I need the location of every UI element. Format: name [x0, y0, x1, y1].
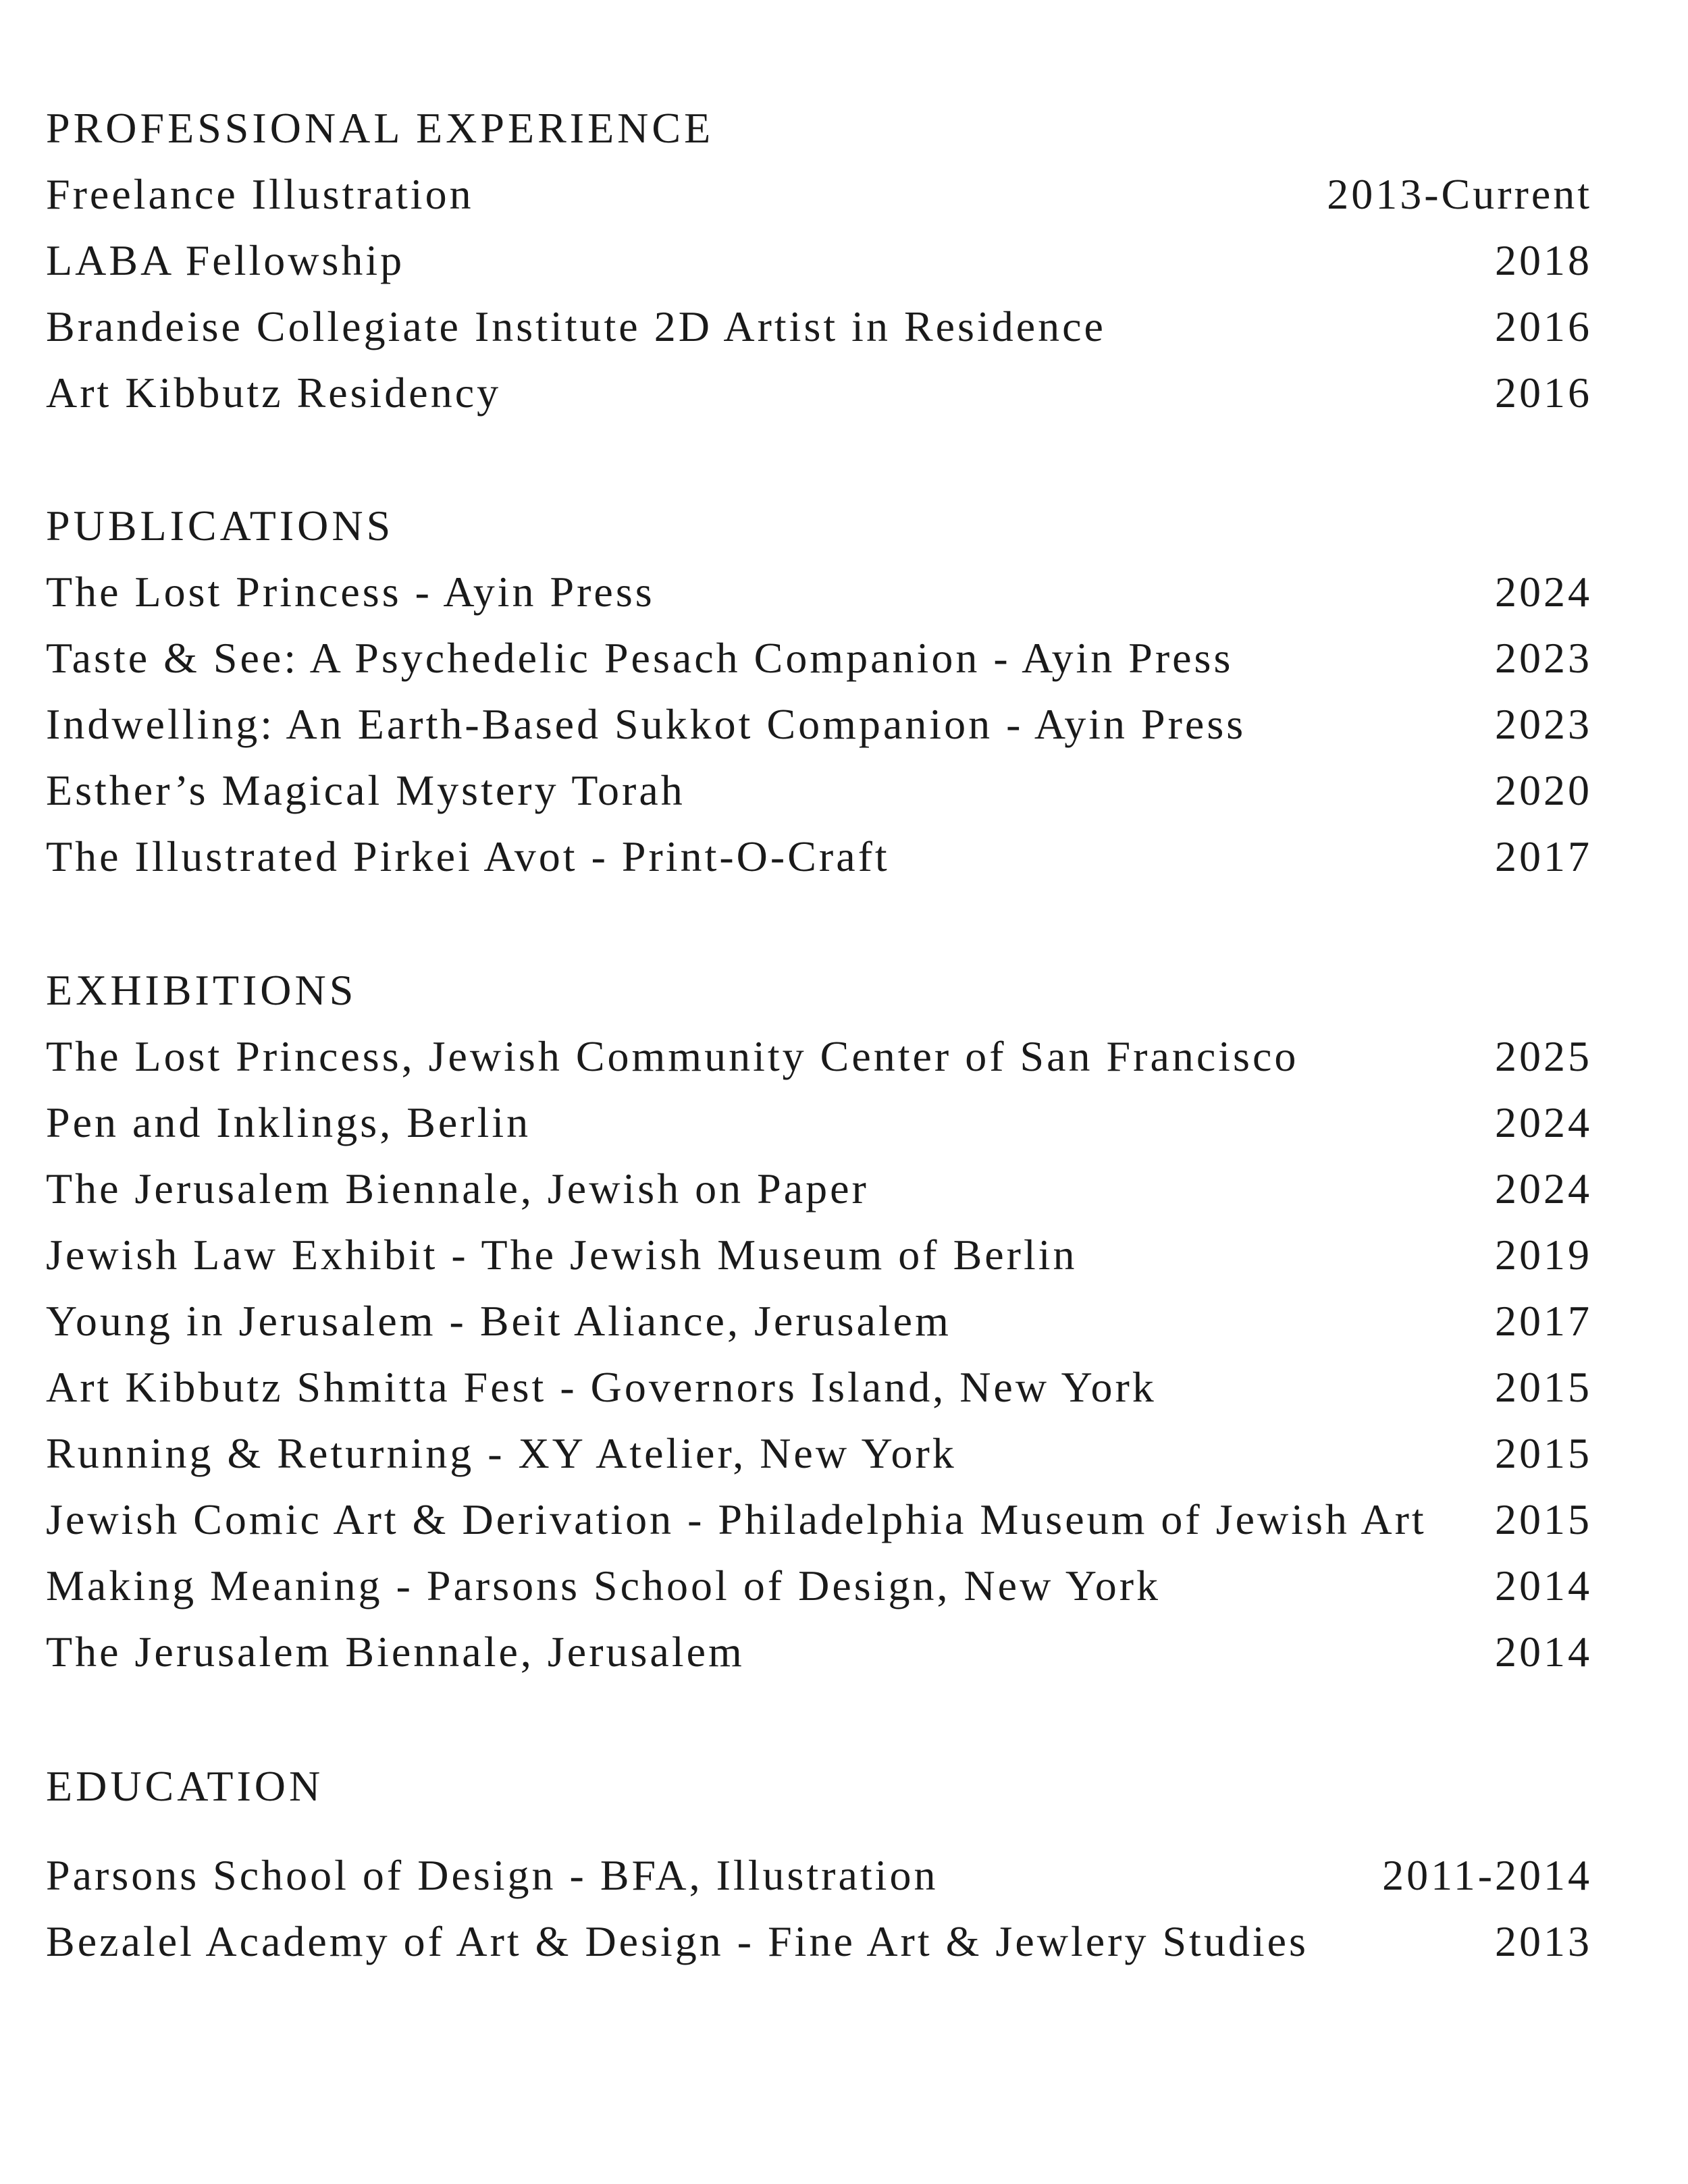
section-publications: [46, 493, 1592, 890]
section-education: [46, 1753, 1592, 1975]
section-heading: PROFESSIONAL EXPERIENCE: [46, 104, 714, 152]
item-title: Parsons School of Design - BFA, Illustration: [46, 1851, 939, 1899]
item-title: The Lost Princess - Ayin Press: [46, 568, 655, 616]
item-title: The Jerusalem Biennale, Jerusalem: [46, 1628, 745, 1676]
list-item: [46, 1553, 1592, 1619]
list-item: [46, 691, 1592, 757]
section-heading: EXHIBITIONS: [46, 966, 357, 1014]
item-title: The Illustrated Pirkei Avot - Print-O-Craft: [46, 832, 890, 880]
item-title: Making Meaning - Parsons School of Design, New York: [46, 1562, 1161, 1609]
item-title: The Jerusalem Biennale, Jewish on Paper: [46, 1165, 869, 1213]
item-title: The Lost Princess, Jewish Community Center of San Francisco: [46, 1032, 1299, 1080]
item-year: 2013: [1495, 1917, 1592, 1965]
list-item: [46, 1222, 1592, 1288]
item-year: 2024: [1495, 568, 1592, 616]
item-title: Pen and Inklings, Berlin: [46, 1098, 531, 1146]
item-title: Art Kibbutz Shmitta Fest - Governors Island, New York: [46, 1363, 1157, 1411]
item-year: 2023: [1495, 700, 1592, 748]
item-title: Esther’s Magical Mystery Torah: [46, 766, 685, 814]
item-title: Jewish Comic Art & Derivation - Philadelphia Museum of Jewish Art: [46, 1495, 1427, 1543]
item-year: 2015: [1495, 1363, 1592, 1411]
list-item: [46, 161, 1592, 228]
item-title: Taste & See: A Psychedelic Pesach Companion - Ayin Press: [46, 634, 1234, 682]
item-title: Art Kibbutz Residency: [46, 369, 502, 417]
item-title: Indwelling: An Earth-Based Sukkot Companion - Ayin Press: [46, 700, 1246, 748]
item-year: 2024: [1495, 1098, 1592, 1146]
item-year: 2017: [1495, 1297, 1592, 1345]
list-item: [46, 757, 1592, 824]
section-heading: PUBLICATIONS: [46, 502, 394, 550]
list-item: [46, 1619, 1592, 1685]
item-year: 2024: [1495, 1165, 1592, 1213]
list-item: [46, 625, 1592, 691]
item-year: 2016: [1495, 369, 1592, 417]
item-title: Jewish Law Exhibit - The Jewish Museum of Berlin: [46, 1231, 1078, 1279]
list-item: [46, 1420, 1592, 1487]
item-year: 2015: [1495, 1429, 1592, 1477]
list-item: [46, 360, 1592, 426]
item-title: Brandeise Collegiate Institute 2D Artist in Residence: [46, 302, 1106, 350]
item-title: Freelance Illustration: [46, 170, 474, 218]
item-title: Running & Returning - XY Atelier, New York: [46, 1429, 957, 1477]
list-item: [46, 1909, 1592, 1975]
item-year: 2017: [1495, 832, 1592, 880]
list-item: [46, 228, 1592, 294]
list-item: [46, 1090, 1592, 1156]
item-year: 2023: [1495, 634, 1592, 682]
section-professional-experience: [46, 95, 1592, 426]
item-year: 2018: [1495, 236, 1592, 284]
item-year: 2014: [1495, 1628, 1592, 1676]
item-year: 2016: [1495, 302, 1592, 350]
item-year: 2015: [1495, 1495, 1592, 1543]
item-title: LABA Fellowship: [46, 236, 405, 284]
item-year: 2025: [1495, 1032, 1592, 1080]
list-item: [46, 559, 1592, 625]
list-item: [46, 1156, 1592, 1222]
item-title: Young in Jerusalem - Beit Aliance, Jerusalem: [46, 1297, 951, 1345]
list-item: [46, 1842, 1592, 1909]
list-item: [46, 294, 1592, 360]
list-item: [46, 1288, 1592, 1354]
list-item: [46, 1354, 1592, 1420]
item-year: 2011-2014: [1382, 1851, 1592, 1899]
section-exhibitions: [46, 957, 1592, 1685]
list-item: [46, 1487, 1592, 1553]
item-year: 2013-Current: [1327, 170, 1592, 218]
item-year: 2019: [1495, 1231, 1592, 1279]
item-year: 2014: [1495, 1562, 1592, 1609]
section-heading: EDUCATION: [46, 1762, 324, 1810]
item-title: Bezalel Academy of Art & Design - Fine Art & Jewlery Studies: [46, 1917, 1309, 1965]
list-item: [46, 824, 1592, 890]
list-item: [46, 1023, 1592, 1090]
item-year: 2020: [1495, 766, 1592, 814]
